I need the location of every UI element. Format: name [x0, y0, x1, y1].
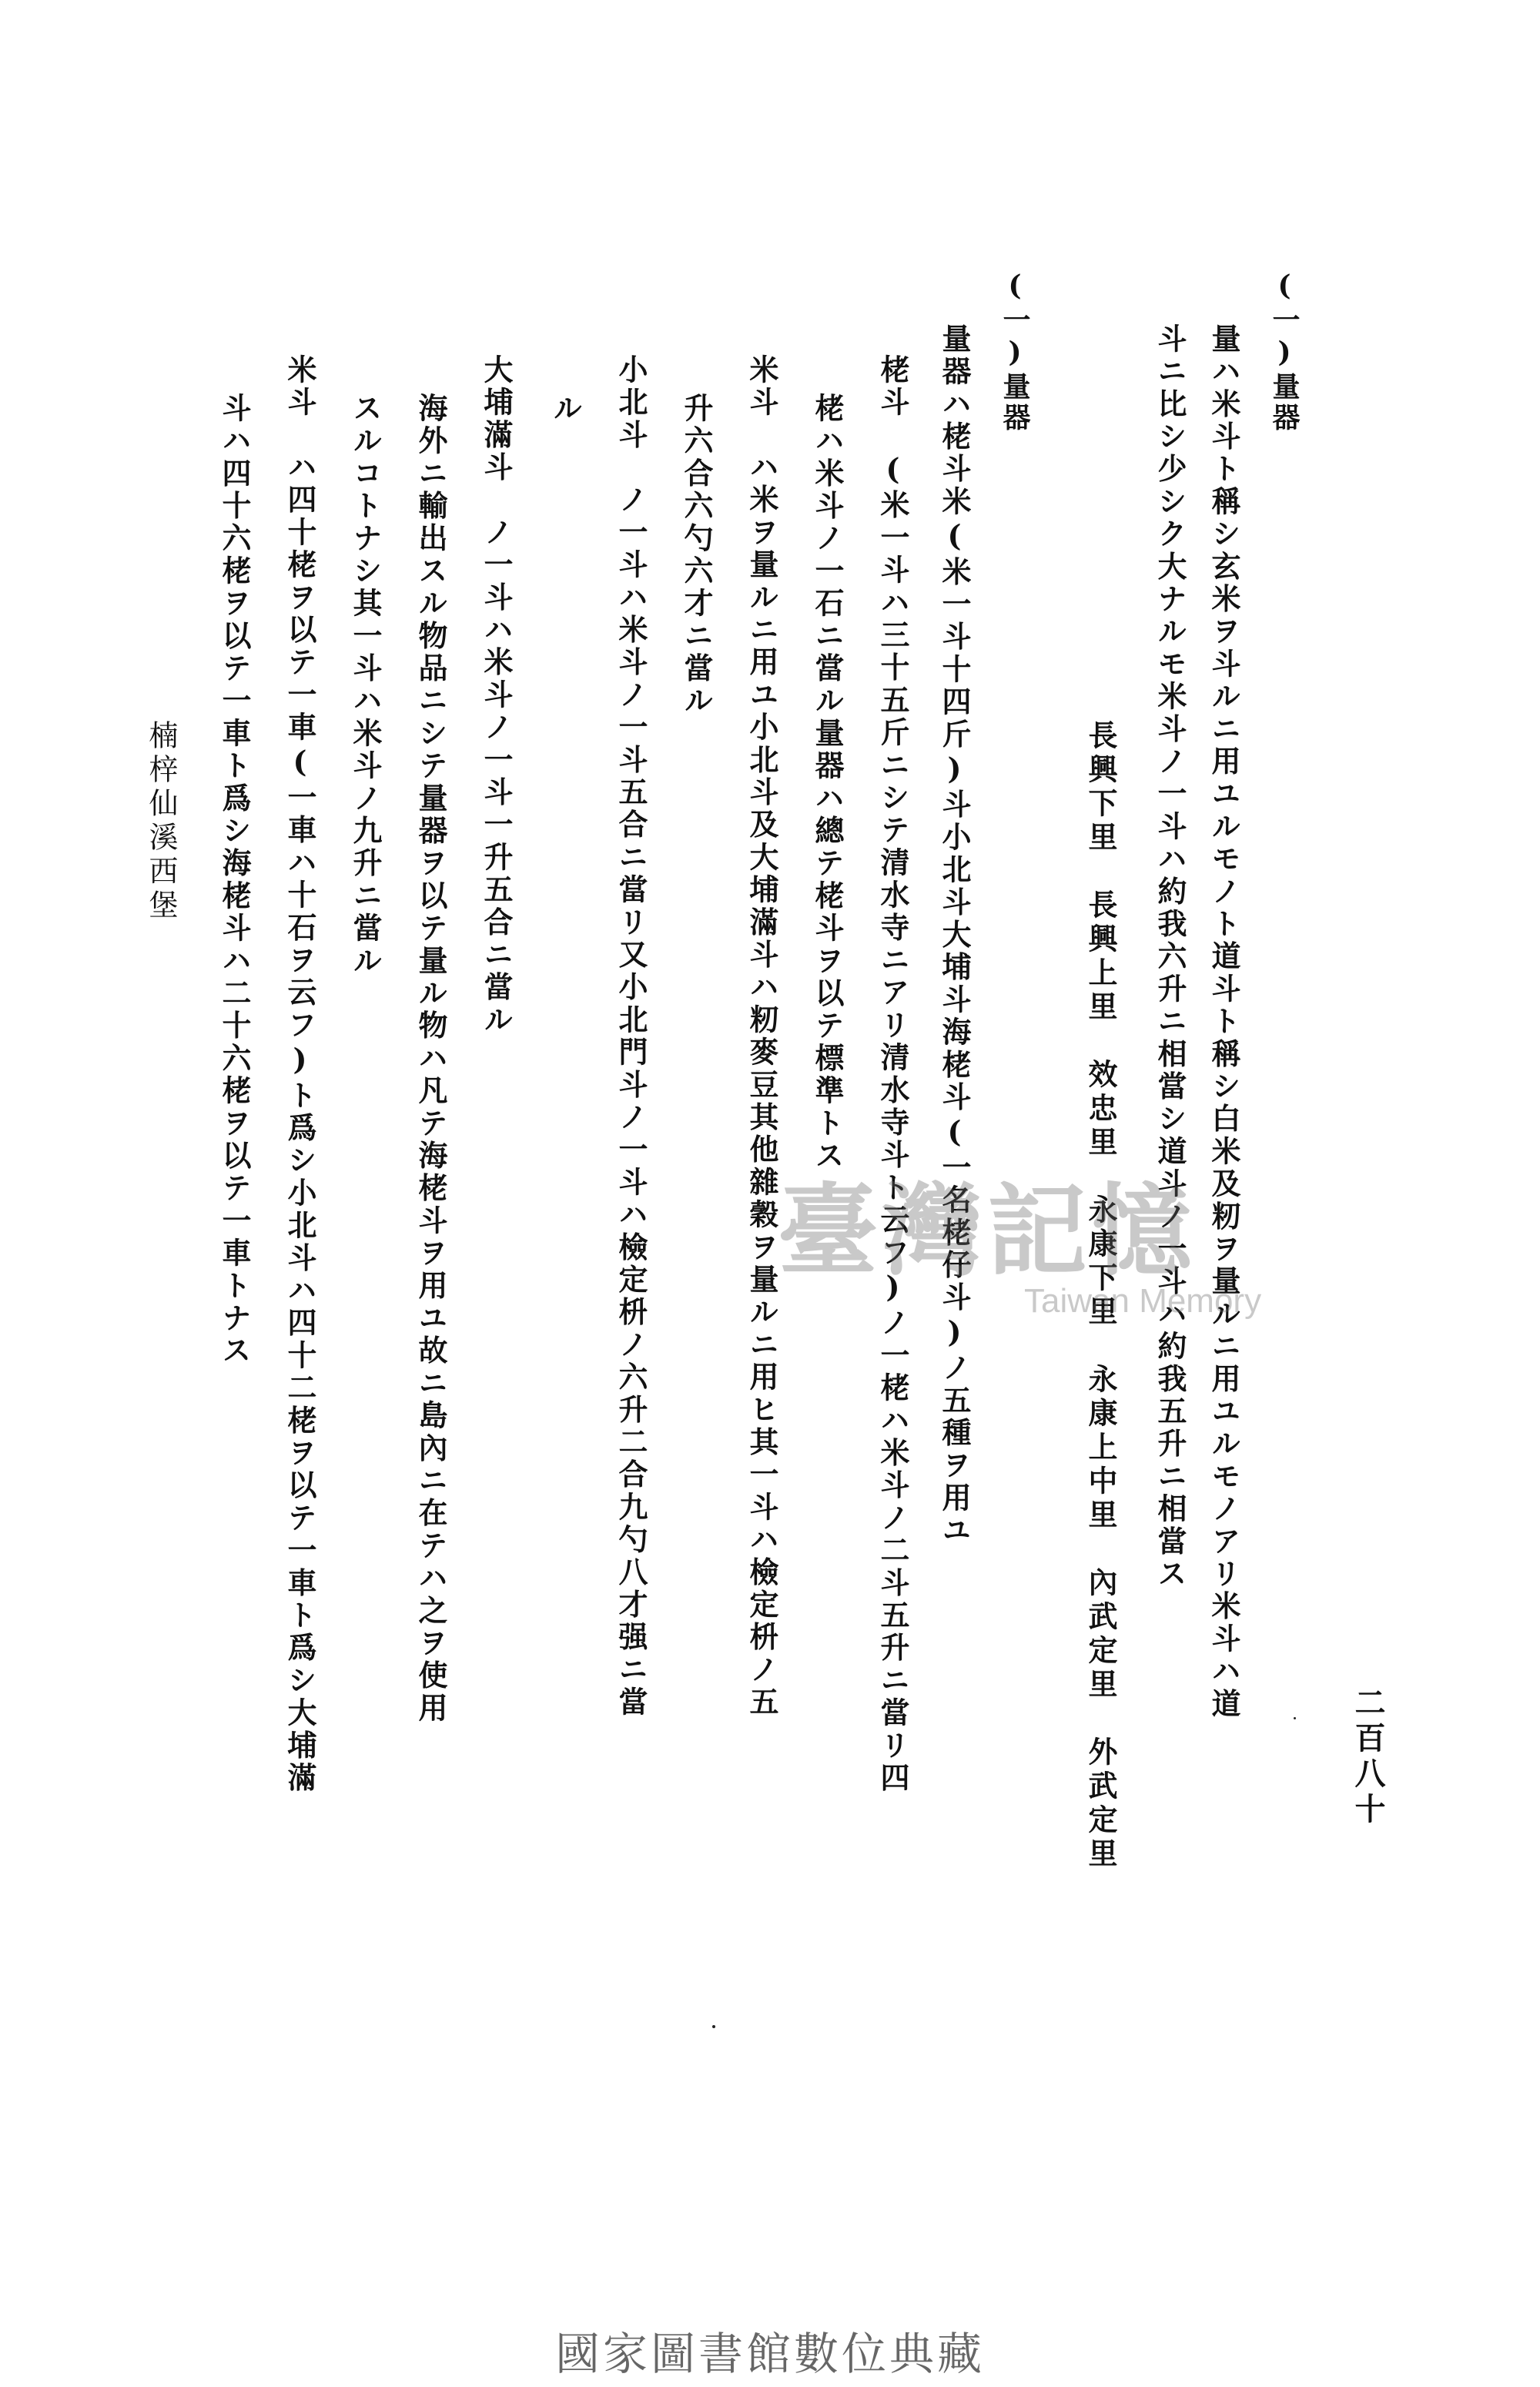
- page-number: 二百八十: [1350, 1686, 1386, 1828]
- text-column-7: 米斗 ハ米ヲ量ルニ用ユ小北斗及大埔滿斗ハ籾麥豆其他雜穀ヲ量ルニ用ヒ其一斗ハ檢定枡ノ五: [745, 354, 779, 1719]
- watermark: [770, 1151, 1309, 1351]
- watermark-text: 臺灣記憶: [778, 1172, 1197, 1290]
- text-column-9: 小北斗 ノ一斗ハ米斗ノ一斗五合ニ當リ又小北門斗ノ一斗ハ檢定枡ノ六升二合九勺八才强ニ當: [614, 354, 648, 1719]
- text-column-5: 栳斗 (米一斗ハ三十五斤ニシテ清水寺ニアリ清水寺斗ト云フ)ノ一栳ハ米斗ノ二斗五升ニ當リ四: [875, 354, 910, 1795]
- text-column-14: 米斗 ハ四十栳ヲ以テ一車(一車ハ十石ヲ云フ)ト爲シ小北斗ハ四十二栳ヲ以テ一車ト爲シ大埔滿: [283, 354, 317, 1795]
- text-column-10: ル: [548, 393, 583, 426]
- text-column-4: 量器ハ栳斗米(米一斗十四斤)斗小北斗大埔斗海栳斗(一名栳仔斗)ノ五種ヲ用ユ: [937, 323, 972, 1548]
- text-column-11: 大埔滿斗 ノ一斗ハ米斗ノ一斗一升五合ニ當ル: [479, 354, 514, 1037]
- text-column-8: 升六合六勺六才ニ當ル: [679, 393, 714, 718]
- text-column-3: 長興下里 長興上里 效忠里 永康下里 永康上中里 內武定里 外武定里: [1083, 720, 1118, 1872]
- ink-dot: [712, 2025, 715, 2028]
- text-column-12: 海外ニ輸出スル物品ニシテ量器ヲ以テ量ル物ハ凡テ海栳斗ヲ用ユ故ニ島內ニ在テハ之ヲ使用: [413, 393, 448, 1726]
- ink-dot: [1294, 1717, 1296, 1719]
- watermark-subtitle: Taiwan Memory: [1024, 1282, 1262, 1320]
- text-column-13: スルコトナシ其一斗ハ米斗ノ九升ニ當ル: [348, 393, 383, 978]
- section-title-second: (一)量器: [999, 270, 1031, 434]
- text-column-6: 栳ハ米斗ノ一石ニ當ル量器ハ總テ栳斗ヲ以テ標準トス: [810, 393, 845, 1173]
- text-column-2: 斗ニ比シ少シク大ナルモ米斗ノ一斗ハ約我六升ニ相當シ道斗ノ一斗ハ約我五升ニ相當ス: [1153, 323, 1187, 1591]
- footer-credit: 國家圖書館數位典藏: [554, 2328, 985, 2380]
- section-title-top: (一)量器: [1268, 270, 1301, 434]
- text-column-15: 斗ハ四十六栳ヲ以テ一車ト爲シ海栳斗ハ二十六栳ヲ以テ一車トナス: [217, 393, 252, 1368]
- text-column-1: 量ハ米斗ト稱シ玄米ヲ斗ルニ用ユルモノト道斗ト稱シ白米及籾ヲ量ルニ用ユルモノアリ米斗ハ道: [1207, 323, 1241, 1721]
- district-label: 楠梓仙溪西堡: [144, 720, 178, 923]
